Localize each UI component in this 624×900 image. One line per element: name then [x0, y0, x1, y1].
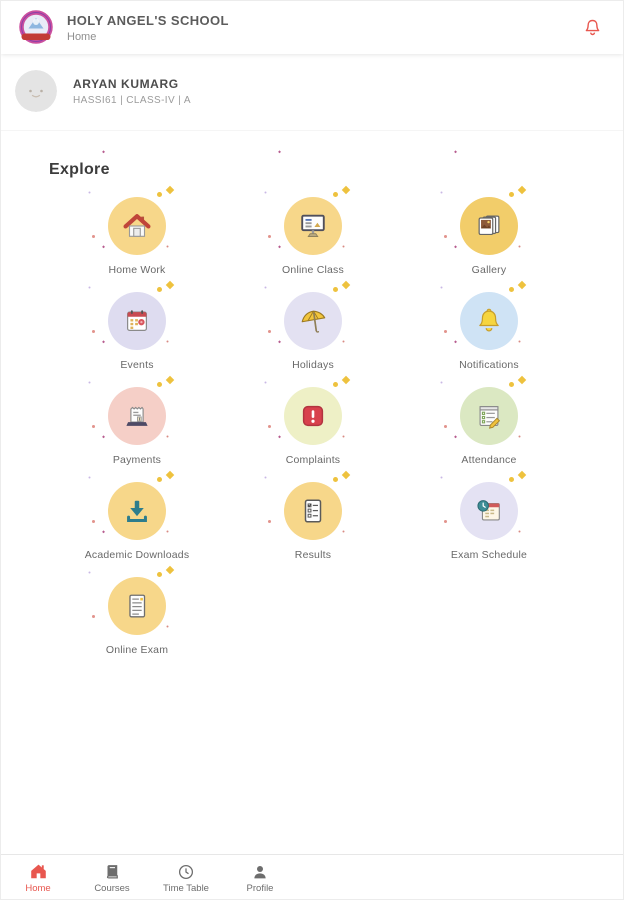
- nav-tab-courses[interactable]: [75, 861, 149, 894]
- house-icon: [122, 211, 152, 241]
- tile-label: Home Work: [108, 264, 166, 276]
- explore-item-events[interactable]: [49, 292, 225, 387]
- tile-label: Complaints: [285, 454, 341, 466]
- alert-icon: [298, 401, 328, 431]
- home-icon: [29, 862, 48, 881]
- explore-item-online-class[interactable]: [225, 197, 401, 292]
- explore-item-online-exam[interactable]: [49, 577, 225, 672]
- nav-label-courses: Courses: [94, 882, 130, 894]
- nav-label-profile: Profile: [246, 882, 274, 894]
- person-icon: [251, 863, 269, 881]
- tile-label: Notifications: [459, 359, 519, 371]
- tile-label: Gallery: [471, 264, 507, 276]
- app-header: [1, 1, 623, 54]
- bottom-nav: [1, 854, 623, 899]
- student-info-row[interactable]: [1, 54, 623, 131]
- notepad-pencil-icon: [474, 401, 504, 431]
- explore-item-home-work[interactable]: [49, 197, 225, 292]
- tile-label: Online Class: [282, 264, 344, 276]
- explore-item-exam-schedule[interactable]: [401, 482, 577, 577]
- monitor-icon: [298, 211, 328, 241]
- student-text: [73, 77, 191, 106]
- nav-tab-timetable[interactable]: [149, 861, 223, 894]
- header-text: [67, 13, 577, 43]
- notification-bell-icon[interactable]: [577, 13, 607, 43]
- tile-label: Holidays: [292, 359, 334, 371]
- explore-item-holidays[interactable]: [225, 292, 401, 387]
- explore-item-payments[interactable]: [49, 387, 225, 482]
- checklist-icon: [298, 496, 328, 526]
- student-avatar: [15, 70, 57, 112]
- receipt-icon: [122, 401, 152, 431]
- tile-label: Academic Downloads: [84, 549, 190, 561]
- explore-item-attendance[interactable]: [401, 387, 577, 482]
- school-name: HOLY ANGEL'S SCHOOL: [67, 12, 229, 28]
- calendar-clock-icon: [474, 496, 504, 526]
- nav-tab-home[interactable]: [1, 860, 75, 894]
- nav-label-home: Home: [25, 883, 51, 894]
- explore-item-notifications[interactable]: [401, 292, 577, 387]
- umbrella-icon: [298, 306, 328, 336]
- photos-icon: [474, 211, 504, 241]
- bell-icon: [474, 306, 504, 336]
- tile-label: Attendance: [461, 454, 517, 466]
- tile-label: Exam Schedule: [450, 549, 528, 561]
- explore-item-academic-downloads[interactable]: [49, 482, 225, 577]
- explore-item-results[interactable]: [225, 482, 401, 577]
- explore-item-gallery[interactable]: [401, 197, 577, 292]
- tile-label: Results: [294, 549, 332, 561]
- clock-icon: [177, 863, 195, 881]
- tile-label: Online Exam: [105, 644, 169, 656]
- student-name: ARYAN KUMARG: [73, 76, 179, 91]
- explore-item-complaints[interactable]: [225, 387, 401, 482]
- student-details: HASSI61 | CLASS-IV | A: [73, 94, 191, 106]
- book-icon: [103, 863, 121, 881]
- explore-grid: [49, 197, 577, 672]
- calendar-icon: [122, 306, 152, 336]
- exam-paper-icon: [122, 591, 152, 621]
- download-icon: [122, 496, 152, 526]
- tile-label: Events: [120, 359, 154, 371]
- tile-label: Payments: [112, 454, 162, 466]
- school-logo: [17, 9, 55, 47]
- header-breadcrumb: Home: [67, 30, 97, 43]
- nav-tab-profile[interactable]: [223, 861, 297, 894]
- nav-label-timetable: Time Table: [163, 882, 209, 894]
- explore-heading: Explore: [49, 161, 110, 178]
